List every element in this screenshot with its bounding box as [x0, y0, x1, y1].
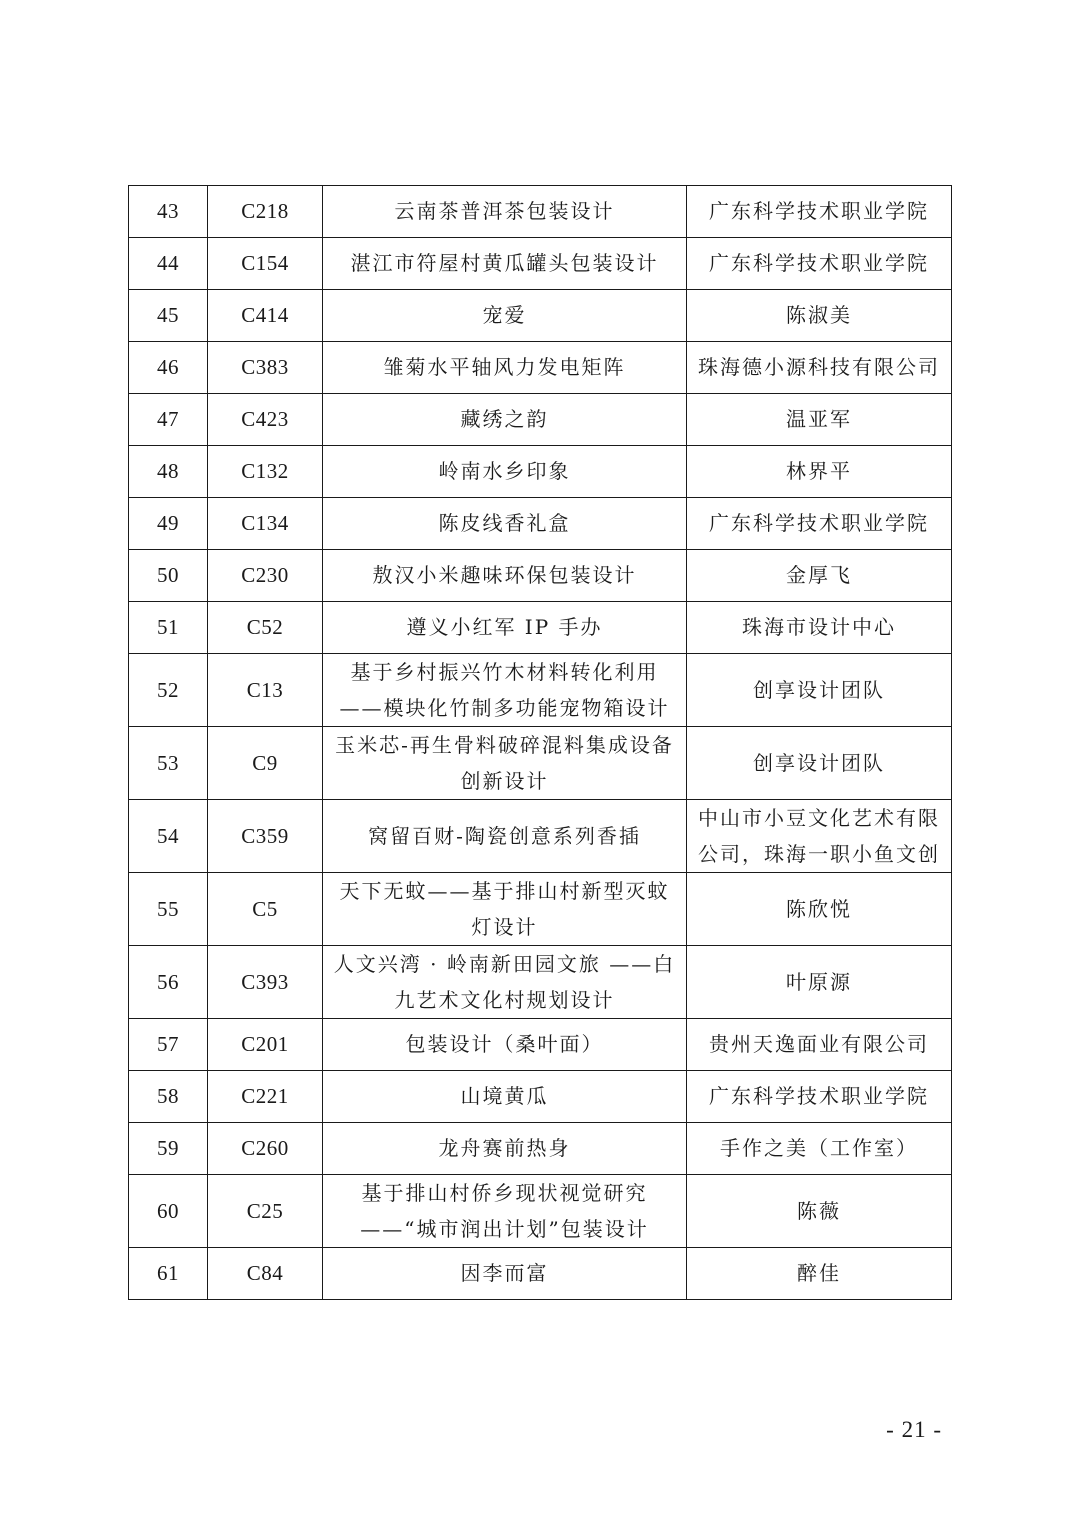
author-organization: 醉佳	[687, 1248, 952, 1300]
work-title: 人文兴湾 · 岭南新田园文旅 ——白九艺术文化村规划设计	[323, 946, 687, 1019]
table-row	[129, 946, 952, 1019]
row-number: 48	[129, 446, 208, 498]
table-row	[129, 602, 952, 654]
row-number: 54	[129, 800, 208, 873]
author-organization: 广东科学技术职业学院	[687, 238, 952, 290]
author-organization: 手作之美（工作室）	[687, 1123, 952, 1175]
work-title: 湛江市符屋村黄瓜罐头包装设计	[323, 238, 687, 290]
row-number: 50	[129, 550, 208, 602]
work-title: 陈皮线香礼盒	[323, 498, 687, 550]
row-number: 53	[129, 727, 208, 800]
author-organization: 贵州天逸面业有限公司	[687, 1019, 952, 1071]
entry-code: C359	[208, 800, 323, 873]
table-row	[129, 654, 952, 727]
row-number: 55	[129, 873, 208, 946]
row-number: 44	[129, 238, 208, 290]
author-organization: 广东科学技术职业学院	[687, 186, 952, 238]
author-organization: 广东科学技术职业学院	[687, 1071, 952, 1123]
author-organization: 创享设计团队	[687, 654, 952, 727]
entry-code: C5	[208, 873, 323, 946]
table-row	[129, 800, 952, 873]
work-title: 敖汉小米趣味环保包装设计	[323, 550, 687, 602]
entry-code: C221	[208, 1071, 323, 1123]
entry-code: C218	[208, 186, 323, 238]
author-organization: 陈欣悦	[687, 873, 952, 946]
author-organization: 林界平	[687, 446, 952, 498]
work-title: 龙舟赛前热身	[323, 1123, 687, 1175]
entry-code: C154	[208, 238, 323, 290]
author-organization: 叶原源	[687, 946, 952, 1019]
entry-code: C132	[208, 446, 323, 498]
entry-code: C13	[208, 654, 323, 727]
row-number: 58	[129, 1071, 208, 1123]
work-title: 宠爱	[323, 290, 687, 342]
entry-code: C25	[208, 1175, 323, 1248]
row-number: 60	[129, 1175, 208, 1248]
table-row	[129, 342, 952, 394]
entry-code: C423	[208, 394, 323, 446]
work-title: 岭南水乡印象	[323, 446, 687, 498]
entry-code: C260	[208, 1123, 323, 1175]
row-number: 61	[129, 1248, 208, 1300]
work-title: 包装设计（桑叶面）	[323, 1019, 687, 1071]
row-number: 47	[129, 394, 208, 446]
entry-code: C134	[208, 498, 323, 550]
table-row	[129, 1248, 952, 1300]
row-number: 56	[129, 946, 208, 1019]
work-title: 基于排山村侨乡现状视觉研究——“城市润出计划”包装设计	[323, 1175, 687, 1248]
table-row	[129, 873, 952, 946]
entry-code: C230	[208, 550, 323, 602]
work-title: 玉米芯-再生骨料破碎混料集成设备创新设计	[323, 727, 687, 800]
table-row	[129, 1175, 952, 1248]
work-title: 山境黄瓜	[323, 1071, 687, 1123]
entry-code: C414	[208, 290, 323, 342]
table-row	[129, 1071, 952, 1123]
row-number: 49	[129, 498, 208, 550]
row-number: 46	[129, 342, 208, 394]
work-title: 雏菊水平轴风力发电矩阵	[323, 342, 687, 394]
table-row	[129, 1123, 952, 1175]
table-row	[129, 446, 952, 498]
table-row	[129, 498, 952, 550]
table-row	[129, 550, 952, 602]
work-title: 因李而富	[323, 1248, 687, 1300]
work-title: 天下无蚊——基于排山村新型灭蚊灯设计	[323, 873, 687, 946]
award-list-table	[128, 185, 952, 1300]
author-organization: 创享设计团队	[687, 727, 952, 800]
entry-code: C383	[208, 342, 323, 394]
work-title: 基于乡村振兴竹木材料转化利用——模块化竹制多功能宠物箱设计	[323, 654, 687, 727]
entry-code: C393	[208, 946, 323, 1019]
row-number: 59	[129, 1123, 208, 1175]
page-number: - 21 -	[886, 1417, 942, 1442]
author-organization: 珠海德小源科技有限公司	[687, 342, 952, 394]
entry-code: C84	[208, 1248, 323, 1300]
author-organization: 广东科学技术职业学院	[687, 498, 952, 550]
row-number: 45	[129, 290, 208, 342]
entry-code: C52	[208, 602, 323, 654]
table-row	[129, 290, 952, 342]
row-number: 52	[129, 654, 208, 727]
row-number: 57	[129, 1019, 208, 1071]
entry-code: C201	[208, 1019, 323, 1071]
work-title: 云南茶普洱茶包装设计	[323, 186, 687, 238]
row-number: 43	[129, 186, 208, 238]
author-organization: 金厚飞	[687, 550, 952, 602]
author-organization: 温亚军	[687, 394, 952, 446]
row-number: 51	[129, 602, 208, 654]
table-row	[129, 186, 952, 238]
work-title: 窝留百财-陶瓷创意系列香插	[323, 800, 687, 873]
work-title: 遵义小红军 IP 手办	[323, 602, 687, 654]
table-row	[129, 727, 952, 800]
table-row	[129, 238, 952, 290]
author-organization: 陈薇	[687, 1175, 952, 1248]
table-row	[129, 394, 952, 446]
entry-code: C9	[208, 727, 323, 800]
work-title: 藏绣之韵	[323, 394, 687, 446]
author-organization: 陈淑美	[687, 290, 952, 342]
table-row	[129, 1019, 952, 1071]
author-organization: 珠海市设计中心	[687, 602, 952, 654]
author-organization: 中山市小豆文化艺术有限公司，珠海一职小鱼文创	[687, 800, 952, 873]
